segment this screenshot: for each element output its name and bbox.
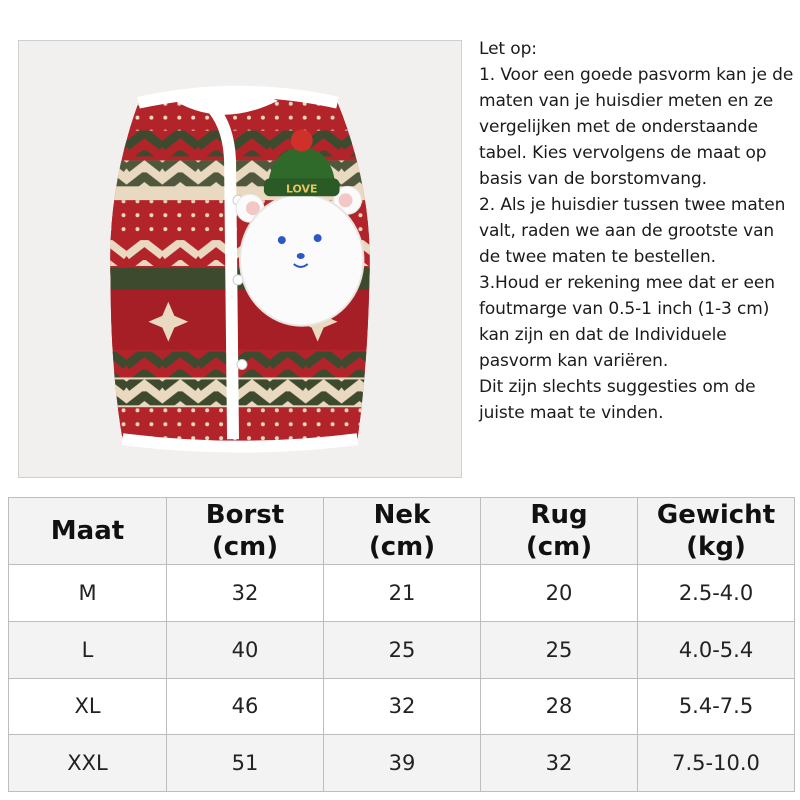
table-row (9, 565, 795, 622)
cell-weight: 2.5-4.0 (638, 565, 795, 622)
cell-neck: 21 (324, 565, 481, 622)
size-table (8, 497, 795, 792)
cell-weight: 7.5-10.0 (638, 735, 795, 792)
cell-chest: 51 (167, 735, 324, 792)
table-row (9, 735, 795, 792)
size-notes (479, 36, 797, 426)
table-row (9, 621, 795, 678)
cell-back: 28 (481, 678, 638, 735)
cell-size: XL (9, 678, 167, 735)
table-row (9, 678, 795, 735)
product-photo (18, 40, 462, 478)
header-size: Maat (9, 498, 167, 565)
table-header-row (9, 498, 795, 565)
header-chest: Borst (cm) (167, 498, 324, 565)
cell-weight: 4.0-5.4 (638, 621, 795, 678)
cell-neck: 39 (324, 735, 481, 792)
cell-neck: 25 (324, 621, 481, 678)
notes-heading: Let op: (479, 39, 537, 59)
cell-size: XXL (9, 735, 167, 792)
cell-size: M (9, 565, 167, 622)
header-back: Rug (cm) (481, 498, 638, 565)
cell-size: L (9, 621, 167, 678)
cell-chest: 40 (167, 621, 324, 678)
header-neck: Nek (cm) (324, 498, 481, 565)
cell-back: 20 (481, 565, 638, 622)
header-weight: Gewicht (kg) (638, 498, 795, 565)
pet-sweater-illustration (19, 41, 461, 477)
cell-neck: 32 (324, 678, 481, 735)
hat-text: LOVE (285, 182, 318, 196)
note-1: 1. Voor een goede pasvorm kan je de maten van je huisdier meten en ze vergelijken met de onderstaande tabel. Kies vervolgens de maat op basis van de borstomvang. (479, 65, 794, 189)
cell-back: 32 (481, 735, 638, 792)
note-2: 2. Als je huisdier tussen twee maten valt, raden we aan de grootste van de twee maten te bestellen. (479, 195, 786, 267)
note-3: 3.Houd er rekening mee dat er een foutmarge van 0.5-1 inch (1-3 cm) kan zijn en dat de Individuele pasvorm kan variëren. (479, 273, 775, 371)
cell-chest: 46 (167, 678, 324, 735)
cell-back: 25 (481, 621, 638, 678)
cell-weight: 5.4-7.5 (638, 678, 795, 735)
note-4: Dit zijn slechts suggesties om de juiste maat te vinden. (479, 377, 756, 423)
cell-chest: 32 (167, 565, 324, 622)
